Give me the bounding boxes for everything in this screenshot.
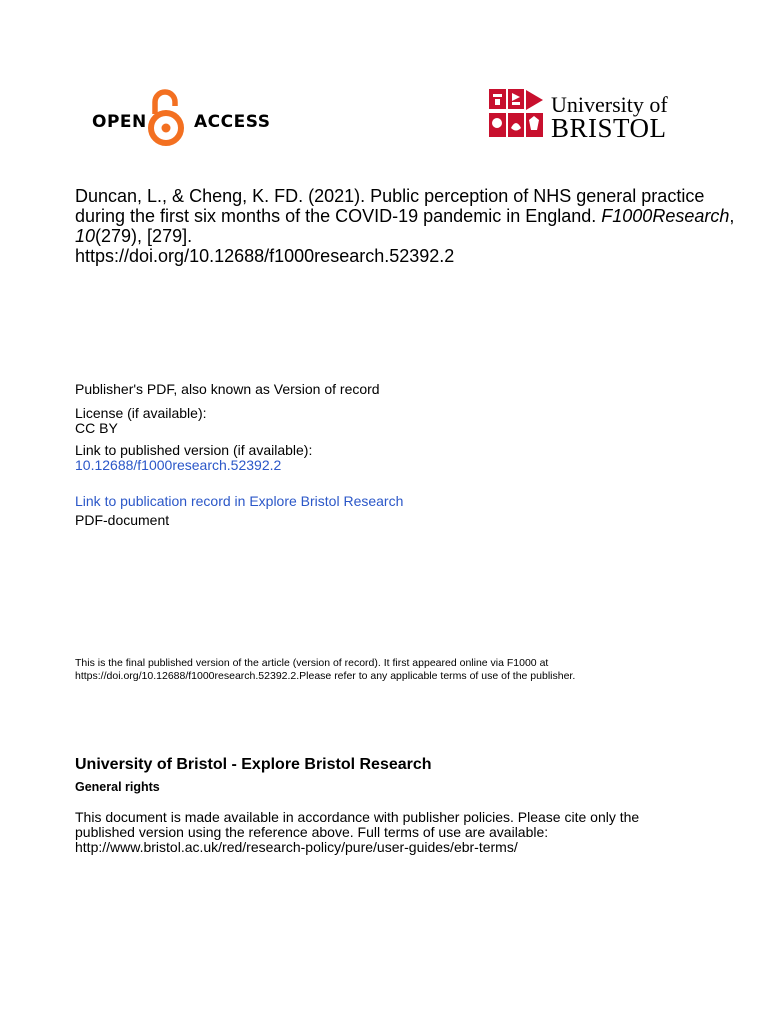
ebr-terms-url: http://www.bristol.ac.uk/red/research-policy/pure/user-guides/ebr-terms/	[75, 839, 518, 855]
citation-authors-title: Duncan, L., & Cheng, K. FD. (2021). Public perception of NHS general practice during the first six months of the COVID-19 pandemic in England.	[75, 186, 705, 226]
university-logo-line2: BRISTOL	[551, 113, 667, 143]
published-version-link[interactable]: 10.12688/f1000research.52392.2	[75, 457, 282, 473]
university-logo-line1: University of	[551, 92, 668, 117]
citation-doi: https://doi.org/10.12688/f1000research.52392.2	[75, 246, 455, 266]
general-rights-text	[75, 810, 735, 855]
version-label: Publisher's PDF, also known as Version of record	[75, 381, 380, 397]
license-value: CC BY	[75, 420, 118, 436]
publication-record-link[interactable]: Link to publication record in Explore Bristol Research	[75, 493, 404, 509]
citation-separator: ,	[729, 206, 735, 226]
open-access-logo-access-text: ACCESS	[194, 112, 271, 132]
published-version-label: Link to published version (if available):	[75, 442, 313, 458]
general-rights-line1: This document is made available in accordance with publisher policies. Please cite only the	[75, 809, 640, 825]
version-notice-line1: This is the final published version of the article (version of record). It first appeared online via F1000 at	[75, 657, 549, 669]
bristol-crest-icon	[488, 88, 544, 138]
version-notice	[75, 657, 715, 683]
open-access-logo-open-text: OPEN	[92, 112, 147, 132]
document-type: PDF-document	[75, 512, 170, 528]
citation-volume: 10	[75, 226, 96, 246]
citation-journal: F1000Research	[601, 206, 730, 226]
citation	[75, 186, 735, 266]
license-label: License (if available):	[75, 405, 207, 421]
open-lock-icon	[147, 86, 187, 148]
general-rights-heading: General rights	[75, 780, 160, 794]
general-rights-line2: published version using the reference above. Full terms of use are available:	[75, 824, 549, 840]
version-notice-line2: https://doi.org/10.12688/f1000research.52392.2.Please refer to any applicable terms of use of the publisher.	[75, 670, 576, 682]
ebr-heading: University of Bristol - Explore Bristol Research	[75, 756, 432, 773]
citation-issue-pages: (279), [279].	[95, 226, 193, 246]
